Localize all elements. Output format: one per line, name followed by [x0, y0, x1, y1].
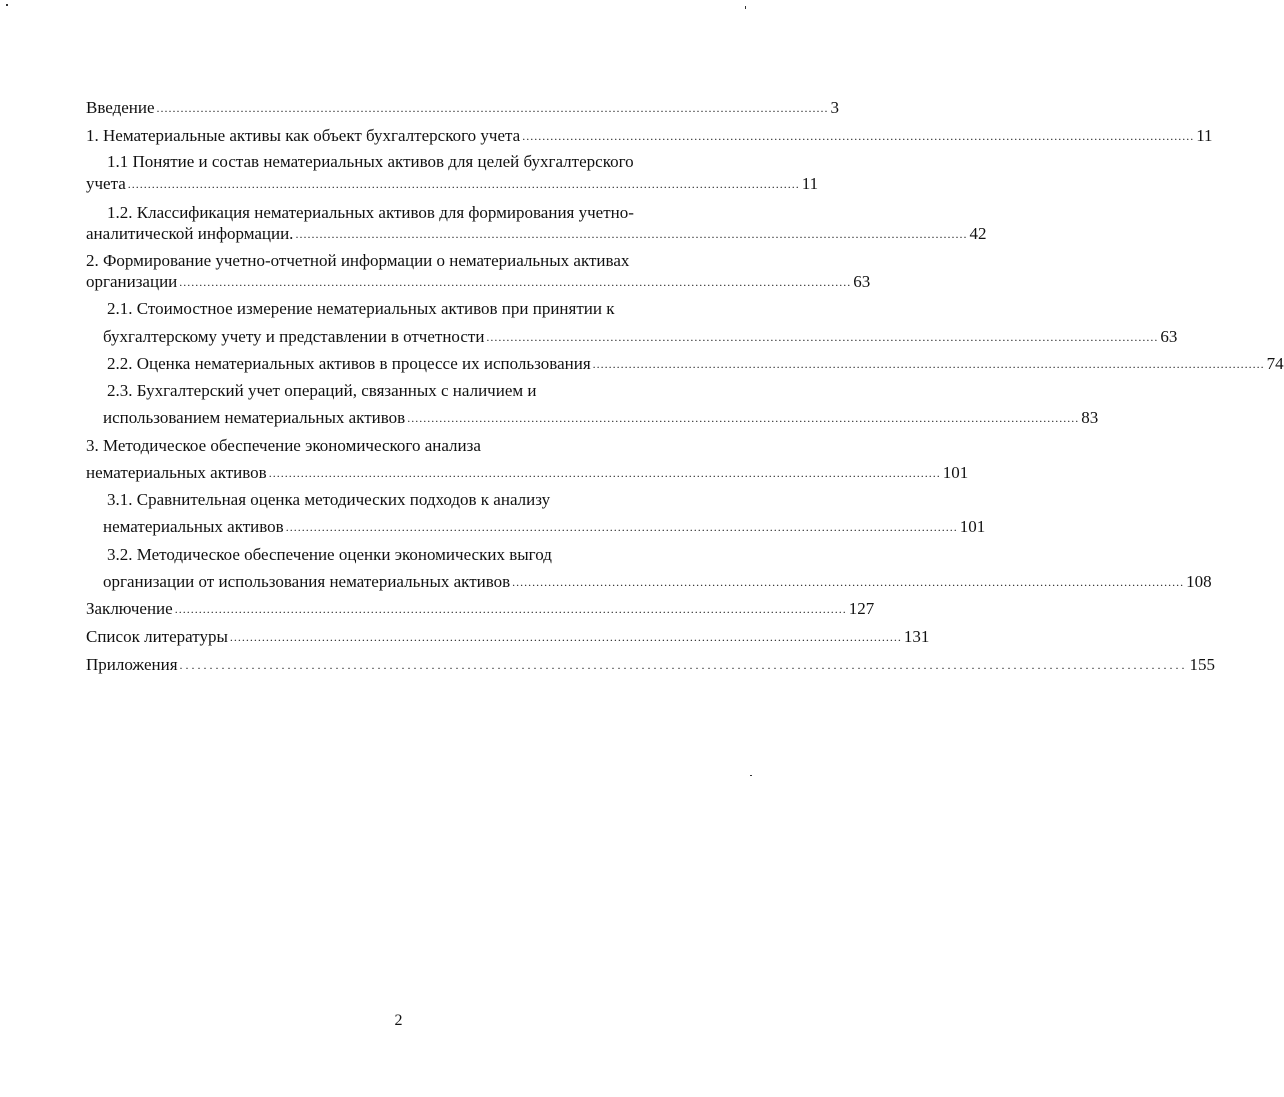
toc-entry[interactable]	[107, 545, 552, 565]
leader-dots: ........................................................................................................................................................................	[229, 630, 902, 644]
toc-entry-title: организации	[86, 272, 178, 291]
toc-entry[interactable]	[86, 224, 987, 244]
leader-dots: ........................................................................................................................................................................	[295, 227, 968, 241]
toc-entry-title: нематериальных активов	[86, 463, 267, 482]
scan-speck	[6, 4, 8, 6]
toc-entry[interactable]	[107, 354, 1284, 374]
page-number: 2	[394, 1012, 403, 1029]
toc-entry-title: 2.3. Бухгалтерский учет операций, связанных с наличием и	[107, 381, 537, 400]
toc-entry-title: 3.1. Сравнительная оценка методических подходов к анализу	[107, 490, 551, 509]
toc-entry-title: организации от использования нематериальных активов	[103, 572, 511, 591]
toc-entry[interactable]	[86, 655, 1216, 675]
leader-dots: ........................................................................................................................................................................	[486, 330, 1159, 344]
toc-entry-title: 1. Нематериальные активы как объект бухгалтерского учета	[86, 126, 521, 145]
toc-entry-title: Список литературы	[86, 627, 228, 646]
toc-entry[interactable]	[86, 251, 629, 271]
toc-entry-page: 83	[1081, 408, 1099, 427]
leader-dots: ........................................................................................................................................................................	[285, 520, 958, 534]
toc-entry-title: нематериальных активов	[103, 517, 284, 536]
toc-entry[interactable]	[107, 299, 615, 319]
toc-entry[interactable]	[103, 572, 1212, 592]
toc-entry-page: 131	[903, 627, 930, 646]
toc-entry-title: Введение	[86, 98, 155, 117]
toc-entry-page: 63	[1160, 327, 1178, 346]
toc-entry-title: бухгалтерскому учету и представлении в отчетности	[103, 327, 485, 346]
toc-entry[interactable]	[86, 272, 871, 292]
toc-entry-page: 11	[1196, 126, 1213, 145]
toc-entry-title: аналитической информации.	[86, 224, 294, 243]
toc-entry-title: 1.2. Классификация нематериальных активов для формирования учетно-	[107, 203, 634, 222]
leader-dots: ........................................................................................................................................................................	[592, 357, 1265, 371]
toc-entry-title: Заключение	[86, 599, 173, 618]
toc-entry-title: 3. Методическое обеспечение экономического анализа	[86, 436, 481, 455]
leader-dots: ........................................................................................................................................................................	[407, 411, 1080, 425]
toc-entry-page: 74	[1266, 354, 1284, 373]
toc-entry-page: 155	[1189, 655, 1216, 674]
toc-entry-title: 1.1 Понятие и состав нематериальных активов для целей бухгалтерского	[107, 152, 634, 171]
scan-speck	[745, 6, 746, 9]
leader-dots: ........................................................................................................................................................................	[179, 658, 1188, 672]
toc-entry[interactable]	[86, 436, 481, 456]
toc-entry-title: 3.2. Методическое обеспечение оценки экономических выгод	[107, 545, 552, 564]
toc-entry-title: 2.2. Оценка нематериальных активов в процессе их использования	[107, 354, 591, 373]
leader-dots: ........................................................................................................................................................................	[268, 466, 941, 480]
toc-entry[interactable]	[86, 463, 969, 483]
toc-entry[interactable]	[107, 490, 550, 510]
toc-entry[interactable]	[86, 126, 1213, 146]
scan-speck	[750, 775, 752, 776]
toc-entry-page: 101	[959, 517, 986, 536]
toc-entry[interactable]	[86, 174, 819, 194]
leader-dots: ........................................................................................................................................................................	[179, 275, 852, 289]
toc-entry[interactable]	[107, 152, 634, 172]
toc-entry-title: Приложения	[86, 655, 178, 674]
leader-dots: ........................................................................................................................................................................	[512, 575, 1185, 589]
toc-entry[interactable]	[107, 381, 536, 401]
leader-dots: ........................................................................................................................................................................	[522, 129, 1195, 143]
leader-dots: ........................................................................................................................................................................	[156, 101, 829, 115]
toc-entry-title: 2.1. Стоимостное измерение нематериальных активов при принятии к	[107, 299, 615, 318]
toc-entry[interactable]	[86, 98, 840, 118]
toc-entry-page: 11	[801, 174, 819, 193]
toc-entry[interactable]	[107, 203, 634, 223]
toc-entry-title: учета	[86, 174, 126, 193]
toc-entry[interactable]	[103, 327, 1178, 347]
leader-dots: ........................................................................................................................................................................	[174, 602, 847, 616]
toc-entry[interactable]	[86, 627, 930, 647]
toc-entry-page: 108	[1186, 572, 1212, 591]
toc-entry-title: использованием нематериальных активов	[103, 408, 406, 427]
toc-entry[interactable]	[103, 408, 1099, 428]
toc-entry-page: 3	[830, 98, 840, 117]
toc-entry-title: 2. Формирование учетно-отчетной информации о нематериальных активах	[86, 251, 630, 270]
toc-entry-page: 42	[969, 224, 987, 243]
toc-entry-page: 127	[848, 599, 875, 618]
toc-entry-page: 63	[853, 272, 871, 291]
toc-entry[interactable]	[86, 599, 875, 619]
toc-entry[interactable]	[103, 517, 986, 537]
leader-dots: ........................................................................................................................................................................	[127, 177, 800, 191]
toc-entry-page: 101	[942, 463, 969, 482]
